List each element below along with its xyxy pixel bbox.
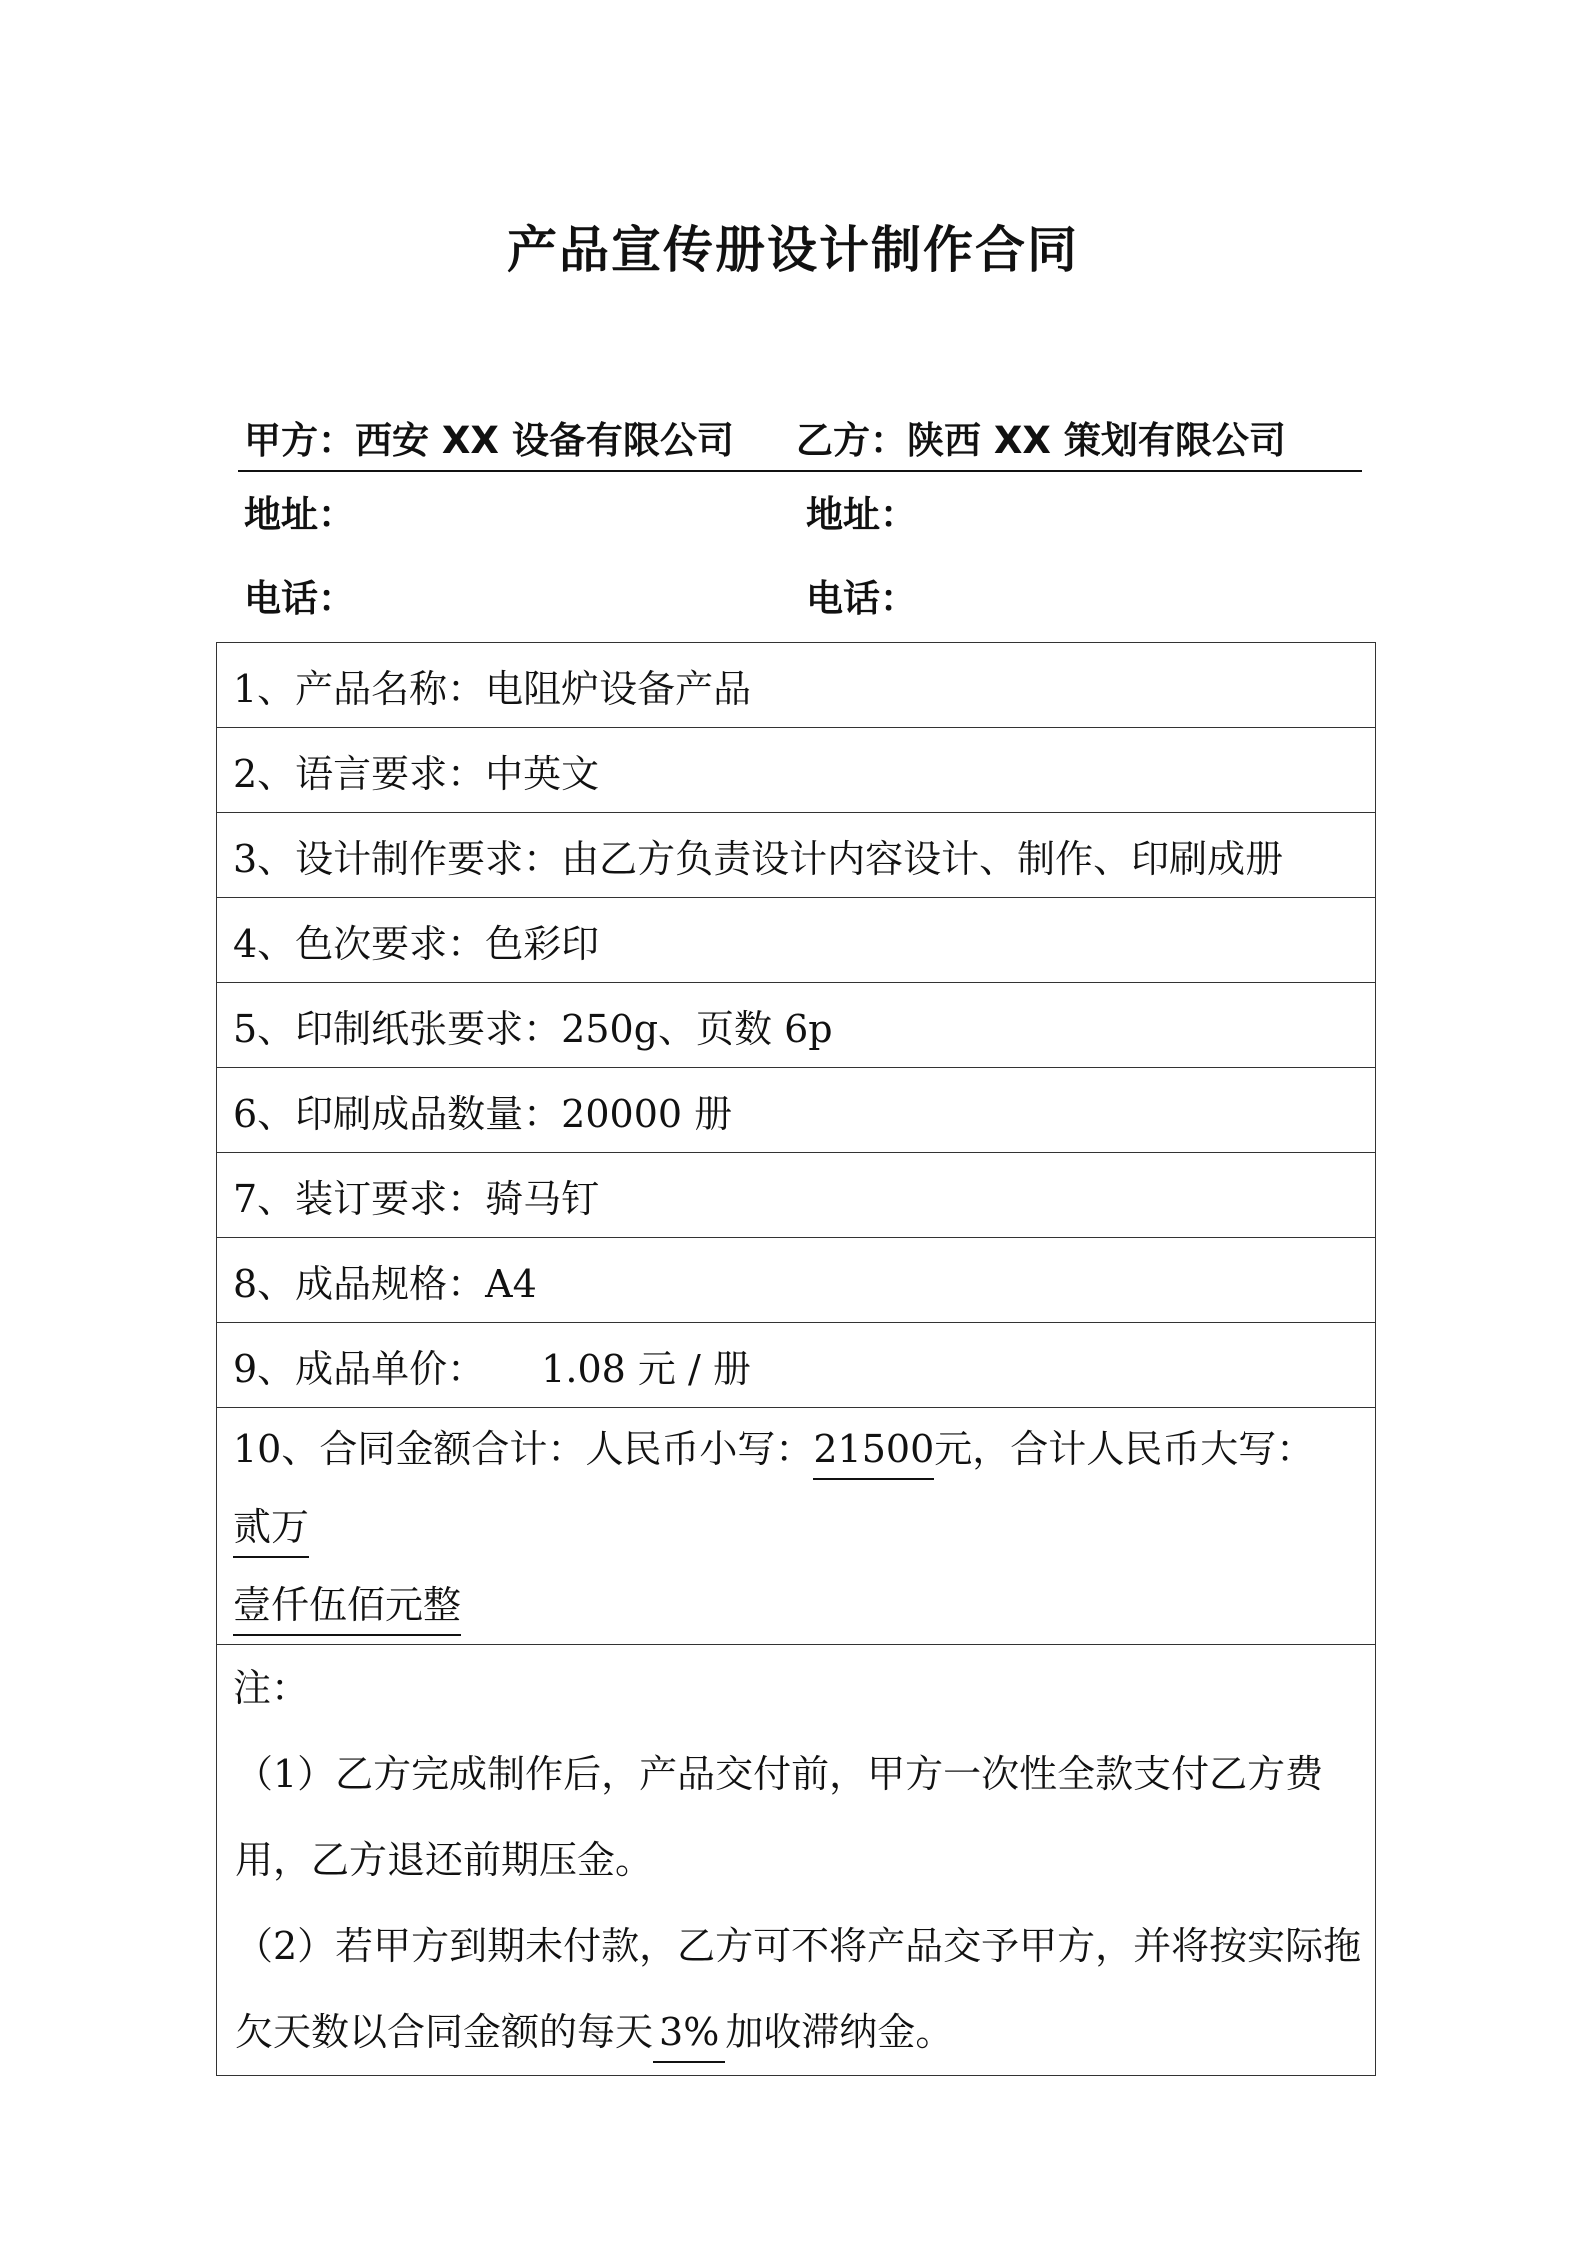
total-amount-small: 21500 <box>813 1420 934 1480</box>
spec-item-product-name: 1、产品名称：电阻炉设备产品 <box>217 643 1376 728</box>
note-2 <box>233 1903 1365 2075</box>
party-b-address-label: 地址： <box>806 493 917 536</box>
header-divider <box>238 470 1362 472</box>
spec-item-language: 2、语言要求：中英文 <box>217 728 1376 813</box>
spec-item-quantity: 6、印刷成品数量：20000 册 <box>217 1068 1376 1153</box>
document-title: 产品宣传册设计制作合同 <box>507 221 1079 279</box>
party-a-address-label: 地址： <box>244 493 355 536</box>
party-a-name: 甲方：西安 XX 设备有限公司 <box>244 419 734 462</box>
total-amount-big-part1: 贰万 <box>233 1498 309 1558</box>
party-a-phone-label: 电话： <box>244 577 355 620</box>
note-2-rate: 3% <box>653 2003 725 2063</box>
note-1: （1）乙方完成制作后，产品交付前，甲方一次性全款支付乙方费用，乙方退还前期压金。 <box>235 1752 1324 1882</box>
total-amount-label: 10、合同金额合计：人民币小写： <box>233 1427 814 1471</box>
spec-item-color: 4、色次要求：色彩印 <box>217 898 1376 983</box>
total-amount-big-part2: 壹仟伍佰元整 <box>233 1576 461 1636</box>
spec-item-binding: 7、装订要求：骑马钉 <box>217 1153 1376 1238</box>
notes-heading: 注： <box>233 1666 310 1710</box>
note-2-text: （2）若甲方到期未付款，乙方可不将产品交予甲方，并将按实际拖欠天数以合同金额的每天 <box>235 1924 1362 2054</box>
note-2-tail: 加收滞纳金。 <box>725 2010 954 2054</box>
spec-item-design-requirement: 3、设计制作要求：由乙方负责设计内容设计、制作、印刷成册 <box>217 813 1376 898</box>
total-amount-mid: 元，合计人民币大写： <box>934 1427 1315 1471</box>
notes-cell <box>217 1645 1376 2076</box>
contract-spec-table <box>216 642 1376 2076</box>
unit-price-label: 9、成品单价： <box>233 1346 486 1391</box>
spec-item-unit-price <box>217 1323 1376 1408</box>
spec-item-size: 8、成品规格：A4 <box>217 1238 1376 1323</box>
party-b-name: 乙方：陕西 XX 策划有限公司 <box>796 419 1286 462</box>
unit-price-value: 1.08 元 / 册 <box>541 1346 751 1391</box>
party-b-phone-label: 电话： <box>806 577 917 620</box>
spec-item-paper: 5、印制纸张要求：250g、页数 6p <box>217 983 1376 1068</box>
spec-item-total-amount <box>217 1408 1376 1645</box>
